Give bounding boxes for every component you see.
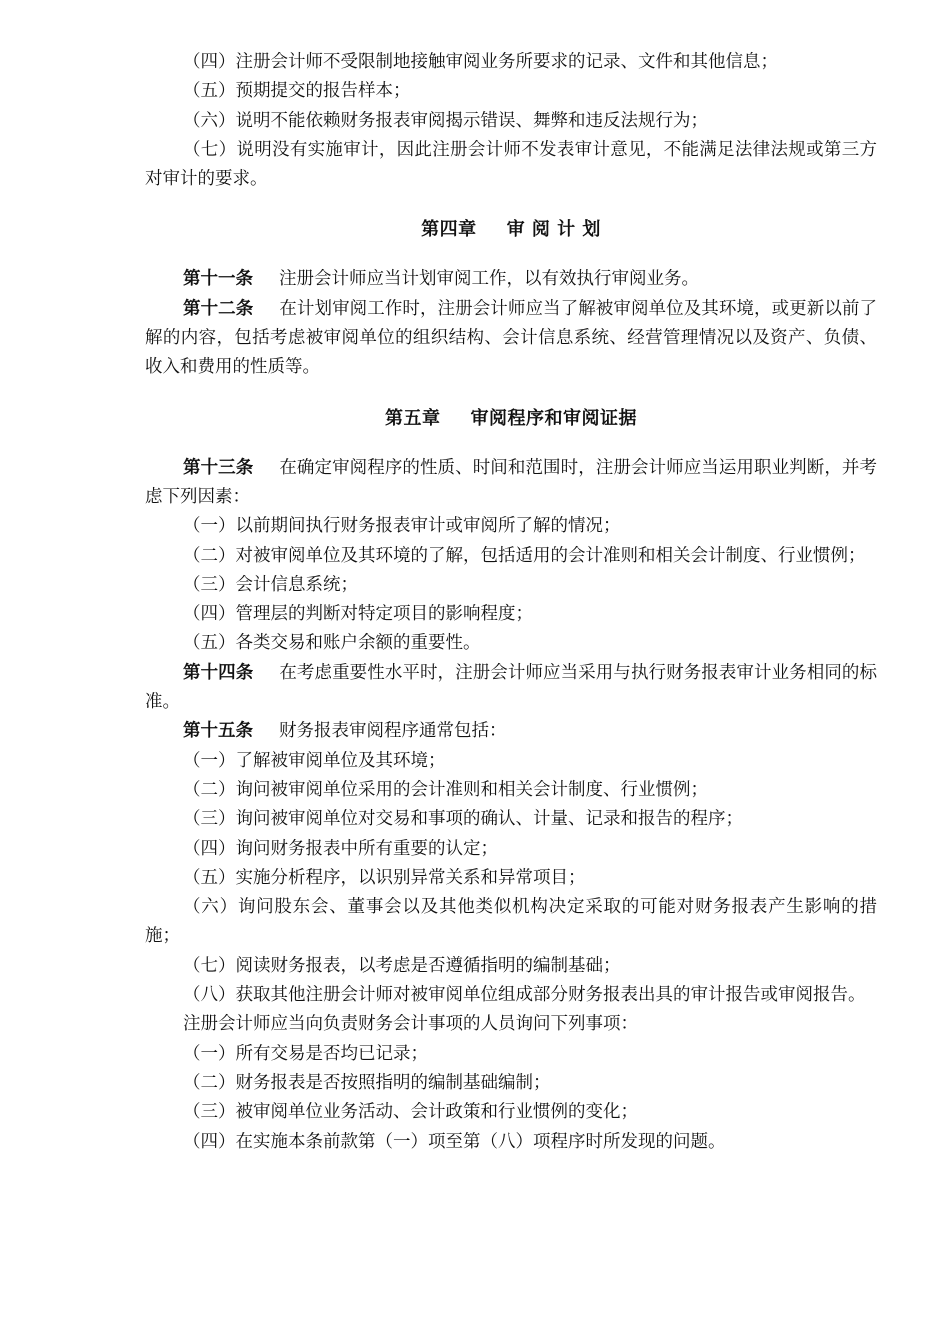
list-item: （一）以前期间执行财务报表审计或审阅所了解的情况； xyxy=(183,516,621,537)
chapter-title: 审 阅 计 划 xyxy=(506,219,601,241)
list-item: （八）获取其他注册会计师对被审阅单位组成部分财务报表出具的审计报告或审阅报告。 xyxy=(183,985,866,1006)
article-label: 第十一条 xyxy=(183,269,253,290)
chapter-heading xyxy=(145,404,877,433)
list-item: （四）管理层的判断对特定项目的影响程度； xyxy=(183,604,533,625)
article-text: 在确定审阅程序的性质、时间和范围时，注册会计师应当运用职业判断，并考虑下列因素： xyxy=(145,457,878,507)
article-paragraph xyxy=(145,295,877,383)
list-item: （四）询问财务报表中所有重要的认定； xyxy=(183,838,498,859)
article-paragraph xyxy=(145,454,877,513)
chapter-number: 第四章 xyxy=(421,219,477,241)
chapter-number: 第五章 xyxy=(385,407,441,429)
list-item: （五）预期提交的报告样本； xyxy=(183,81,411,102)
article-paragraph xyxy=(145,659,877,718)
list-item: （一）所有交易是否均已记录； xyxy=(183,1043,428,1064)
list-item: （二）询问被审阅单位采用的会计准则和相关会计制度、行业惯例； xyxy=(183,779,708,800)
list-item: （六）询问股东会、董事会以及其他类似机构决定采取的可能对财务报表产生影响的措施； xyxy=(145,897,877,947)
chapter-heading xyxy=(145,215,877,244)
article-text: 在计划审阅工作时，注册会计师应当了解被审阅单位及其环境，或更新以前了解的内容，包括考虑被审阅单位的组织结构、会计信息系统、经营管理情况以及资产、负债、收入和费用的性质等。 xyxy=(145,298,878,378)
article-text: 财务报表审阅程序通常包括： xyxy=(279,721,507,742)
list-item: （三）询问被审阅单位对交易和事项的确认、计量、记录和报告的程序； xyxy=(183,809,743,830)
article-label: 第十四条 xyxy=(183,662,254,683)
article-text: 注册会计师应当计划审阅工作，以有效执行审阅业务。 xyxy=(279,269,699,290)
list-item: （七）说明没有实施审计，因此注册会计师不发表审计意见，不能满足法律法规或第三方对审计的要求。 xyxy=(145,139,877,190)
list-item: （二）对被审阅单位及其环境的了解，包括适用的会计准则和相关会计制度、行业惯例； xyxy=(183,545,866,566)
article-paragraph xyxy=(145,717,877,746)
article-label: 第十二条 xyxy=(183,298,254,319)
list-item: （二）财务报表是否按照指明的编制基础编制； xyxy=(183,1072,551,1093)
article-text: 在考虑重要性水平时，注册会计师应当采用与执行财务报表审计业务相同的标准。 xyxy=(145,662,878,713)
document-body xyxy=(145,48,877,1157)
list-item: （五）实施分析程序，以识别异常关系和异常项目； xyxy=(183,867,586,888)
list-item: （三）会计信息系统； xyxy=(183,574,358,595)
list-item: （三）被审阅单位业务活动、会计政策和行业惯例的变化； xyxy=(183,1102,638,1123)
list-item: （四）注册会计师不受限制地接触审阅业务所要求的记录、文件和其他信息； xyxy=(183,52,778,72)
list-item: （一）了解被审阅单位及其环境； xyxy=(183,750,446,771)
list-item: （四）在实施本条前款第（一）项至第（八）项程序时所发现的问题。 xyxy=(183,1131,726,1152)
article-label: 第十三条 xyxy=(183,457,254,478)
article-label: 第十五条 xyxy=(183,721,253,742)
list-item: （六）说明不能依赖财务报表审阅揭示错误、舞弊和违反法规行为； xyxy=(183,110,708,131)
chapter-title: 审阅程序和审阅证据 xyxy=(470,407,637,429)
article-paragraph: 注册会计师应当向负责财务会计事项的人员询问下列事项： xyxy=(183,1014,638,1035)
list-item: （五）各类交易和账户余额的重要性。 xyxy=(183,633,481,654)
article-paragraph xyxy=(145,265,877,294)
list-item: （七）阅读财务报表，以考虑是否遵循指明的编制基础； xyxy=(183,955,621,976)
